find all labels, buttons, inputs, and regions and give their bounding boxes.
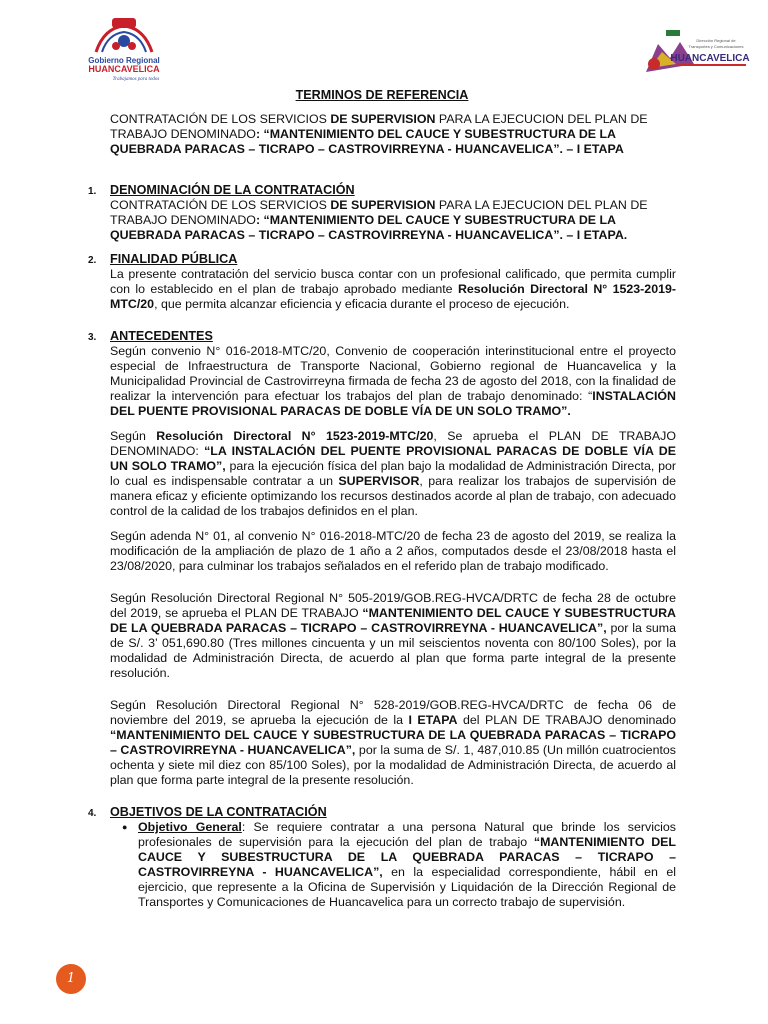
objetivos-list (88, 820, 676, 910)
text: Según Resolución Directoral Regional N° 505-2019/GOB.REG-HVCA/DRTC de fecha 28 de octubre del 2019, se aprueba el PLAN DE TRABAJO (110, 591, 676, 620)
intro-project-name: : “MANTENIMIENTO DEL CAUCE Y SUBESTRUCTURA DE LA QUEBRADA PARACAS – TICRAPO – CASTROVIRREYNA - HUANCAVELICA”. – I ETAPA (110, 127, 624, 156)
section-objetivos (88, 805, 676, 910)
bold-text: “LA INSTALACIÓN DEL PUENTE PROVISIONAL PARACAS DE DOBLE VÍA DE UN SOLO TRAMO”, (110, 444, 676, 473)
bold-text: I ETAPA (408, 713, 458, 727)
intro-text: PARA LA EJECUCION DEL PLAN DE TRABAJO DENOMINADO (110, 112, 648, 141)
drtc-huancavelica-logo (636, 24, 754, 80)
document-body (88, 88, 676, 910)
text: : Se requiere contratar a una persona Natural que brinde los servicios profesionales de supervisión para la ejecución del plan de trabajo (138, 820, 676, 849)
antecedentes-paragraph-4 (110, 591, 676, 681)
section-heading (88, 183, 676, 198)
bold-text: “MANTENIMIENTO DEL CAUCE Y SUBESTRUCTURA DE LA QUEBRADA PARACAS – TICRAPO – CASTROVIRREYNA - HUANCAVELICA”, (110, 728, 676, 757)
section-finalidad (88, 252, 676, 312)
intro-text: CONTRATACIÓN DE LOS SERVICIOS (110, 112, 331, 126)
bold-text: “MANTENIMIENTO DEL CAUCE Y SUBESTRUCTURA DE LA QUEBRADA PARACAS – TICRAPO – CASTROVIRREYNA - HUANCAVELICA”, (138, 835, 676, 879)
gobierno-regional-logo (74, 14, 174, 82)
section-number: 1. (88, 186, 97, 197)
section-heading (88, 805, 676, 820)
intro-paragraph (110, 112, 676, 157)
section-antecedentes (88, 329, 676, 788)
bold-text: SUPERVISOR (338, 474, 420, 488)
section-title: ANTECEDENTES (110, 329, 213, 343)
text: por la suma de S/. 3’ 051,690.80 (Tres millones cincuenta y un mil seiscientos noventa con 80/100 Soles), por la modalidad de Administración Directa, de acuerdo al plan que forma parte integral de la presente resolución. (110, 621, 676, 680)
svg-text:Dirección Regional de: Dirección Regional de (696, 38, 736, 43)
bold-text: “MANTENIMIENTO DEL CAUCE Y SUBESTRUCTURA DE LA QUEBRADA PARACAS – TICRAPO – CASTROVIRREYNA - HUANCAVELICA”, (110, 606, 676, 635)
svg-text:HUANCAVELICA: HUANCAVELICA (670, 53, 750, 64)
text: Según Resolución Directoral Regional N° 528-2019/GOB.REG-HVCA/DRTC de fecha 06 de noviembre del 2019, se aprueba la ejecución de la (110, 698, 676, 727)
text: La presente contratación del servicio busca contar con un profesional calificado, que permita cumplir con lo establecido en el plan de trabajo aprobado mediante (110, 267, 676, 296)
antecedentes-paragraph-1 (110, 344, 676, 419)
section-heading (88, 329, 676, 344)
text: , para realizar los trabajos de supervisión de manera eficaz y eficiente optimizando los recursos destinados acorde al plan de trabajo, con adecuado control de la calidad de los trabajos definidos en el plan. (110, 474, 676, 518)
section-number: 4. (88, 808, 97, 819)
bold-text: DE SUPERVISION (330, 198, 436, 212)
antecedentes-paragraph-5 (110, 698, 676, 788)
section-paragraph (110, 267, 676, 312)
section-number: 2. (88, 255, 97, 266)
text: CONTRATACIÓN DE LOS SERVICIOS (110, 198, 331, 212)
text: del PLAN DE TRABAJO denominado (457, 713, 677, 727)
svg-text:Gobierno Regional: Gobierno Regional (88, 56, 160, 65)
bold-text: Resolución Directoral N° 1523-2019-MTC/20 (156, 429, 434, 443)
section-paragraph (110, 198, 676, 243)
section-denominacion (88, 183, 676, 243)
text: Según (110, 429, 157, 443)
text: en la especialidad correspondiente, hábil en el ejercicio, que represente a la Oficina de Supervisión y Liquidación de la Dirección Regional de Transportes y Comunicaciones de Huancavelica para un correcto trabajo de supervisión. (138, 865, 676, 909)
bold-text: INSTALACIÓN DEL PUENTE PROVISIONAL PARACAS DE DOBLE VÍA DE UN SOLO TRAMO”. (110, 389, 676, 418)
text: para la ejecución física del plan bajo la modalidad de Administración Directa, por lo cual es indispensable contratar a un (110, 459, 676, 488)
text: Según convenio N° 016-2018-MTC/20, Convenio de cooperación interinstitucional entre el proyecto especial de Infraestructura de Transporte Nacional, Gobierno regional de Huancavelica y la Municipalidad Provincial de Castrovirreyna firmada de fecha 23 de agosto del 2018, con la finalidad de realizar la intervención para efectuar los trabajos del plan de trabajo denominado: “ (110, 344, 676, 403)
antecedentes-paragraph-3: Según adenda N° 01, al convenio N° 016-2018-MTC/20 de fecha 23 de agosto del 2019, se realiza la modificación de la ampliación de plazo de 1 año a 2 años, computados desde el 23/08/2018 hasta el 23/08/2020, para culminar los trabajos señalados en el referido plan de trabajo modificado. (110, 529, 676, 573)
page-number-badge: 1 (56, 964, 86, 994)
svg-text:Transportes y Comunicaciones: Transportes y Comunicaciones (688, 44, 744, 49)
svg-text:Trabajamos para todos: Trabajamos para todos (112, 77, 160, 82)
project-name: : “MANTENIMIENTO DEL CAUCE Y SUBESTRUCTURA DE LA QUEBRADA PARACAS – TICRAPO – CASTROVIRREYNA - HUANCAVELICA”. – I ETAPA. (110, 213, 628, 242)
section-title: OBJETIVOS DE LA CONTRATACIÓN (110, 805, 327, 819)
section-heading (88, 252, 676, 267)
svg-text:HUANCAVELICA: HUANCAVELICA (88, 64, 160, 74)
text: por la suma de S/. 1, 487,010.85 (Un millón cuatrocientos ochenta y siete mil diez con 85/100 Soles), por la modalidad de Administración Directa, de acuerdo al plan que forma parte integral de la presente resolución. (110, 743, 676, 787)
text: PARA LA EJECUCION DEL PLAN DE TRABAJO DENOMINADO (110, 198, 648, 227)
section-title: FINALIDAD PÚBLICA (110, 252, 238, 266)
section-title: DENOMINACIÓN DE LA CONTRATACIÓN (110, 183, 355, 197)
intro-bold: DE SUPERVISION (330, 112, 436, 126)
section-number: 3. (88, 332, 97, 343)
bold-label: Objetivo General (138, 820, 242, 834)
text: , Se aprueba el PLAN DE TRABAJO DENOMINADO: (110, 429, 676, 458)
list-item (138, 820, 676, 910)
document-title: TERMINOS DE REFERENCIA (295, 88, 469, 102)
antecedentes-paragraph-2 (110, 429, 676, 519)
resolution-ref: Resolución Directoral N° 1523-2019-MTC/20 (110, 282, 676, 311)
text: , que permita alcanzar eficiencia y eficacia durante el proceso de ejecución. (154, 297, 570, 311)
